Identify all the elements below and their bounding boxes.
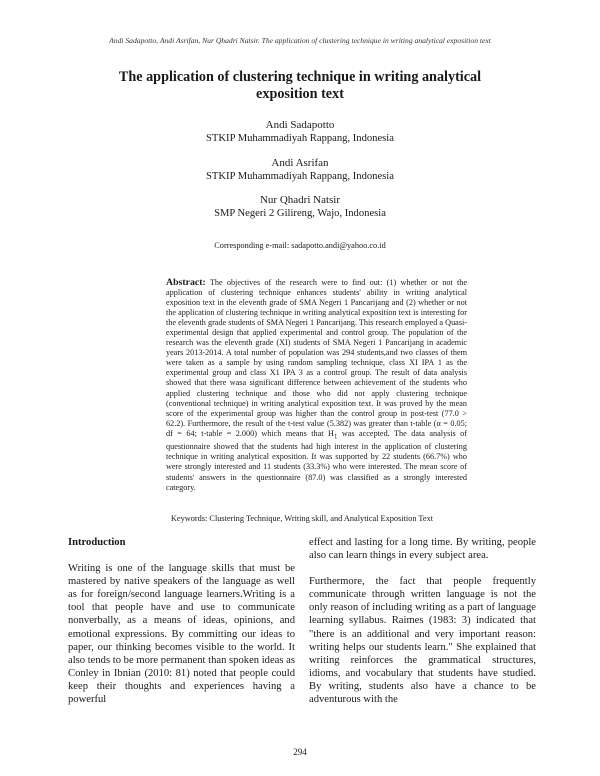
author-block <box>90 118 510 146</box>
author-block <box>90 193 510 221</box>
abstract-text-continued: was accepted. The data analysis of questionnaire showed that the students had high interest in the application of clustering technique in writing analytical exposition. It was supported by 22 students (66.7%) who were strongly interested and 11 students (33.3%) who were interested. The mean score of students' answers in the questionnaire (87.0) was classified as a strongly interested category. <box>166 428 468 492</box>
abstract <box>166 278 467 493</box>
abstract-label: Abstract: <box>166 277 206 288</box>
corresponding-email[interactable]: Corresponding e-mail: sadapotto.andi@yahoo.co.id <box>214 241 386 250</box>
author-affiliation: STKIP Muhammadiyah Rappang, Indonesia <box>206 171 394 182</box>
body-paragraph: Furthermore, the fact that people frequently communicate through written language is not the only reason of including writing as a part of language learning syllabus. Raimes (1983: 3) indicated that "there is an additional and very important reason: writing helps our students learn." She explained that writing reinforces the grammatical structures, idioms, and vocabulary that students have studied. By writing, students also have a chance to be adventurous with the <box>309 576 536 706</box>
body-paragraph: Writing is one of the language skills that must be mastered by native speakers of the language as well as for foreign/second language learners.Writing is a tool that people have and use to communicate nonverbally, as a means of ideas, opinions, and emotional expressions. By committing our ideas to paper, our thinking becomes visible to the world. It also tends to be more permanent than spoken ideas as Conley in Ibnian (2010: 81) noted that people could keep their thoughts and experiences having a powerful <box>68 563 295 706</box>
keywords: Keywords: Clustering Technique, Writing skill, and Analytical Exposition Text <box>170 514 434 523</box>
left-column <box>68 536 295 706</box>
author-block <box>90 156 510 184</box>
abstract-text: The objectives of the research were to find out: (1) whether or not the application of clustering technique enhances students' ability in writing analytical exposition text in the eleventh grade of SMA Negeri 1 Pancarijang and (2) whether or not the application of clustering technique in writing analytical exposition text is interesting for the eleventh grade students of SMA Negeri 1 Pancarijang. This research employed a Quasi-experimental design that applied experimental and control group. The population of the research was the eleventh grade (XI) students of SMA Negeri 1 Pancarijang in academic years 2013-2014. A total number of population was 294 students,and two classes of them were taken as a sample by using random sampling technique, class XI IPA 1 as the experimental group and class X1 IPA 3 as a control group. The result of data analysis showed that there wasa significant difference between achievement of the students who applied clustering technique and those who did not apply clustering technique (conventional technique) in writing analytical exposition text. It was proved by the mean score of the experimental group was higher than the control group in post-test (77.0 > 62.2). Furthermore, the result of the t-test value (5.382) was greater than t-table (α = 0.05; df = 64; t-table = 2.000) which means that H <box>166 278 467 438</box>
body-paragraph: effect and lasting for a long time. By writing, people also can learn things in every subject area. <box>309 537 536 562</box>
running-head: Andi Sadapotto, Andi Asrifan, Nur Qhadri Natsir. The application of clustering technique in writing analytical exposition text <box>109 36 491 45</box>
author-name: Andi Sadapotto <box>265 119 335 131</box>
page-number: 294 <box>293 747 307 757</box>
h1-subscript: 1 <box>333 433 338 441</box>
right-column <box>309 536 536 706</box>
author-affiliation: SMP Negeri 2 Gilireng, Wajo, Indonesia <box>214 208 386 219</box>
author-name: Nur Qhadri Natsir <box>259 194 341 206</box>
paper-title: The application of clustering technique in writing analytical exposition text <box>118 69 482 102</box>
section-heading: Introduction <box>68 537 126 548</box>
author-affiliation: STKIP Muhammadiyah Rappang, Indonesia <box>206 133 394 144</box>
author-name: Andi Asrifan <box>271 157 329 169</box>
